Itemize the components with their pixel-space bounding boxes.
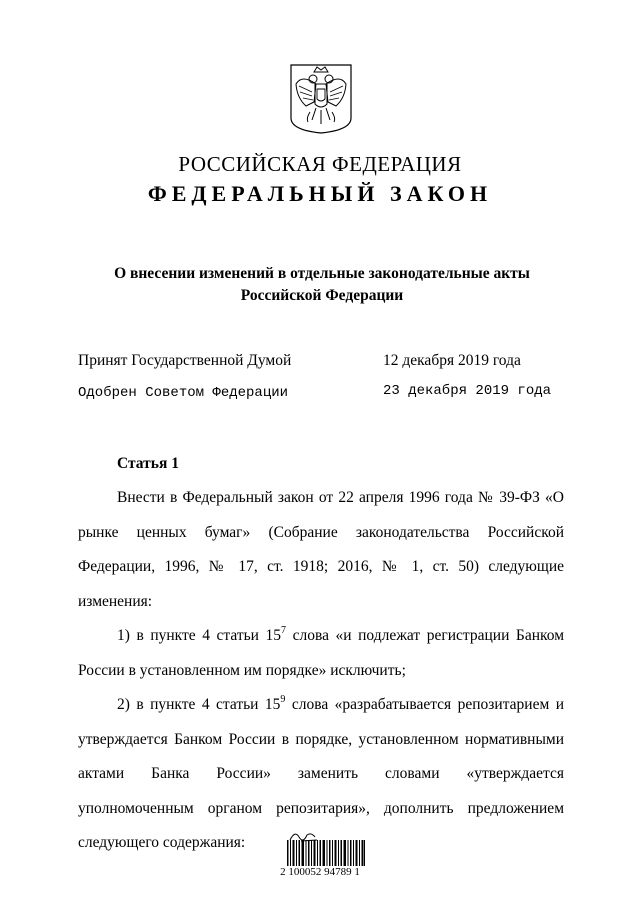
law-subject [80,263,564,307]
law-type-title: ФЕДЕРАЛЬНЫЙ ЗАКОН [147,181,493,206]
barcode-number: 2 100052 94789 1 [280,866,360,878]
article-item-1 [78,619,564,688]
article-heading: Статья 1 [117,455,179,472]
approved-by-council-date: 23 декабря 2019 года [383,383,552,399]
article-intro-paragraph: Внести в Федеральный закон от 22 апреля 1996 года № 39-ФЗ «О рынке ценных бумаг» (Собрание законодательства Российской Федерации, 1996, № 17, ст. 1918; 2016, № 1, ст. 50) следующие изменения: [78,489,564,610]
coat-of-arms-icon [288,62,354,134]
barcode-icon [287,840,365,866]
article-body [78,481,564,861]
item-text: слова «и подлежат регистрации Банком России в установленном им порядке» исключить; [78,627,565,679]
article-number-superscript: 9 [280,694,286,705]
item-text: 1) в пункте 4 статьи 15 [117,627,282,644]
law-subject-line: Российской Федерации [240,287,404,304]
law-subject-line: О внесении изменений в отдельные законодательные акты [114,265,530,282]
article-item-2 [78,688,564,861]
adopted-by-duma-date: 12 декабря 2019 года [383,352,521,369]
approved-by-council-label: Одобрен Советом Федерации [78,385,289,401]
item-text: 2) в пункте 4 статьи 15 [117,696,281,713]
adopted-by-duma-label: Принят Государственной Думой [78,352,292,369]
country-name: РОССИЙСКАЯ ФЕДЕРАЦИЯ [178,152,462,176]
article-number-superscript: 7 [281,625,287,636]
item-text: слова «разрабатывается репозитарием и утверждается Банком России в порядке, установленном нормативными актами Банка России» заменить словами «утверждается уполномоченным органом репозитария», дополнить предложением следующего содержания: [78,696,564,851]
